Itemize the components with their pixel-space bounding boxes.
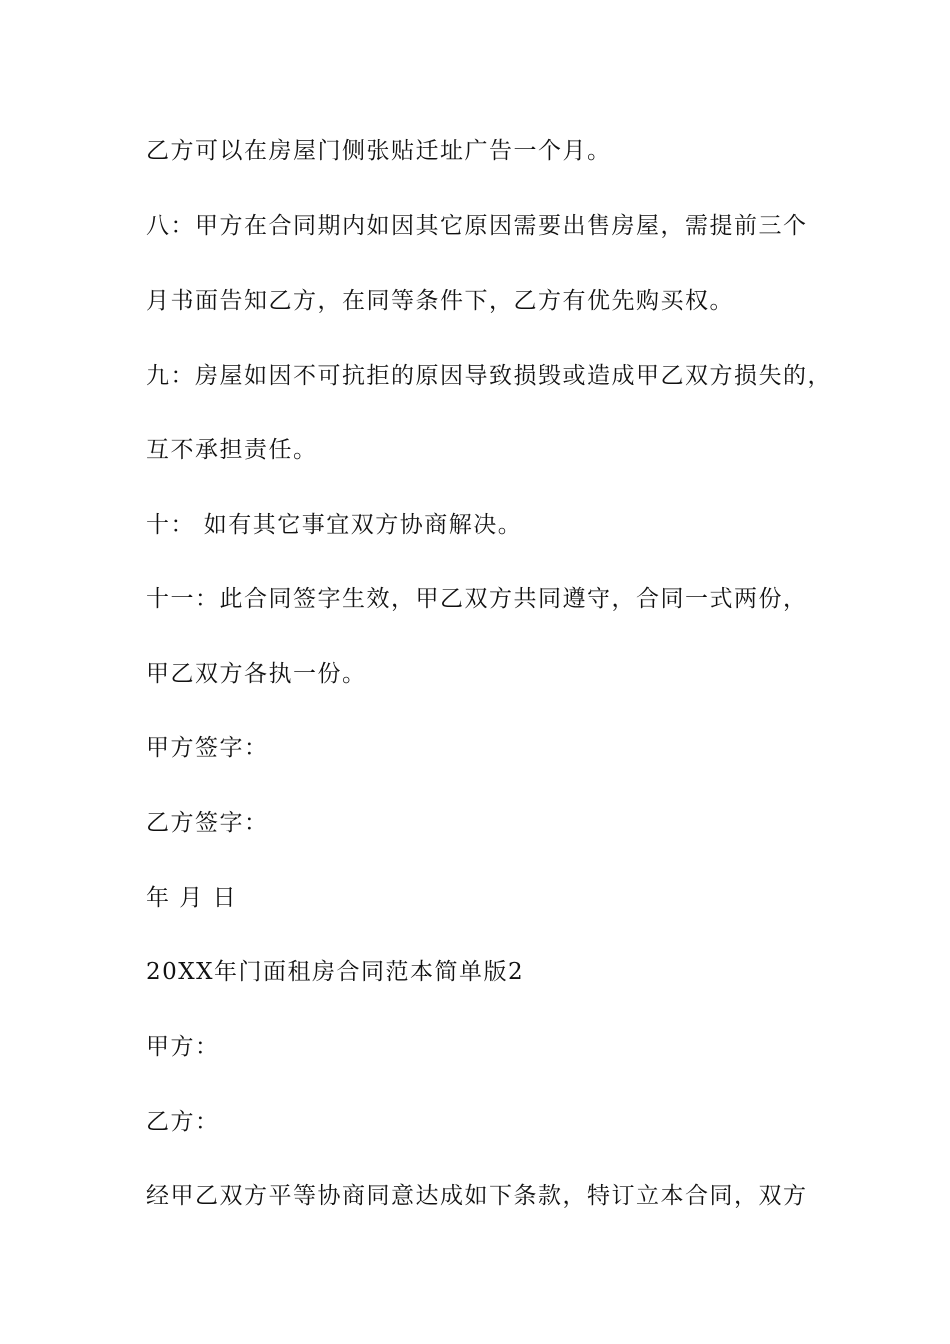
clause-11-line-2: 甲乙双方各执一份。 bbox=[146, 661, 367, 687]
clause-11-line-1: 十一：此合同签字生效，甲乙双方共同遵守，合同一式两份， bbox=[146, 586, 808, 612]
clause-9-line-1: 九：房屋如因不可抗拒的原因导致损毁或造成甲乙双方损失的， bbox=[146, 363, 832, 389]
text-line-ad-posting: 乙方可以在房屋门侧张贴迁址广告一个月。 bbox=[146, 138, 612, 164]
section-title: 20XX年门面租房合同范本简单版2 bbox=[146, 959, 525, 985]
clause-8-line-1: 八：甲方在合同期内如因其它原因需要出售房屋，需提前三个 bbox=[146, 213, 808, 239]
party-a-signature: 甲方签字： bbox=[146, 735, 269, 761]
clause-9-line-2: 互不承担责任。 bbox=[146, 437, 318, 463]
clause-10: 十： 如有其它事宜双方协商解决。 bbox=[146, 512, 523, 538]
party-a-label: 甲方： bbox=[146, 1034, 220, 1060]
party-b-label: 乙方： bbox=[146, 1109, 220, 1135]
preamble-line: 经甲乙双方平等协商同意达成如下条款，特订立本合同，双方 bbox=[146, 1183, 808, 1209]
signing-date: 年 月 日 bbox=[146, 885, 238, 911]
clause-8-line-2: 月书面告知乙方，在同等条件下，乙方有优先购买权。 bbox=[146, 288, 734, 314]
party-b-signature: 乙方签字： bbox=[146, 810, 269, 836]
